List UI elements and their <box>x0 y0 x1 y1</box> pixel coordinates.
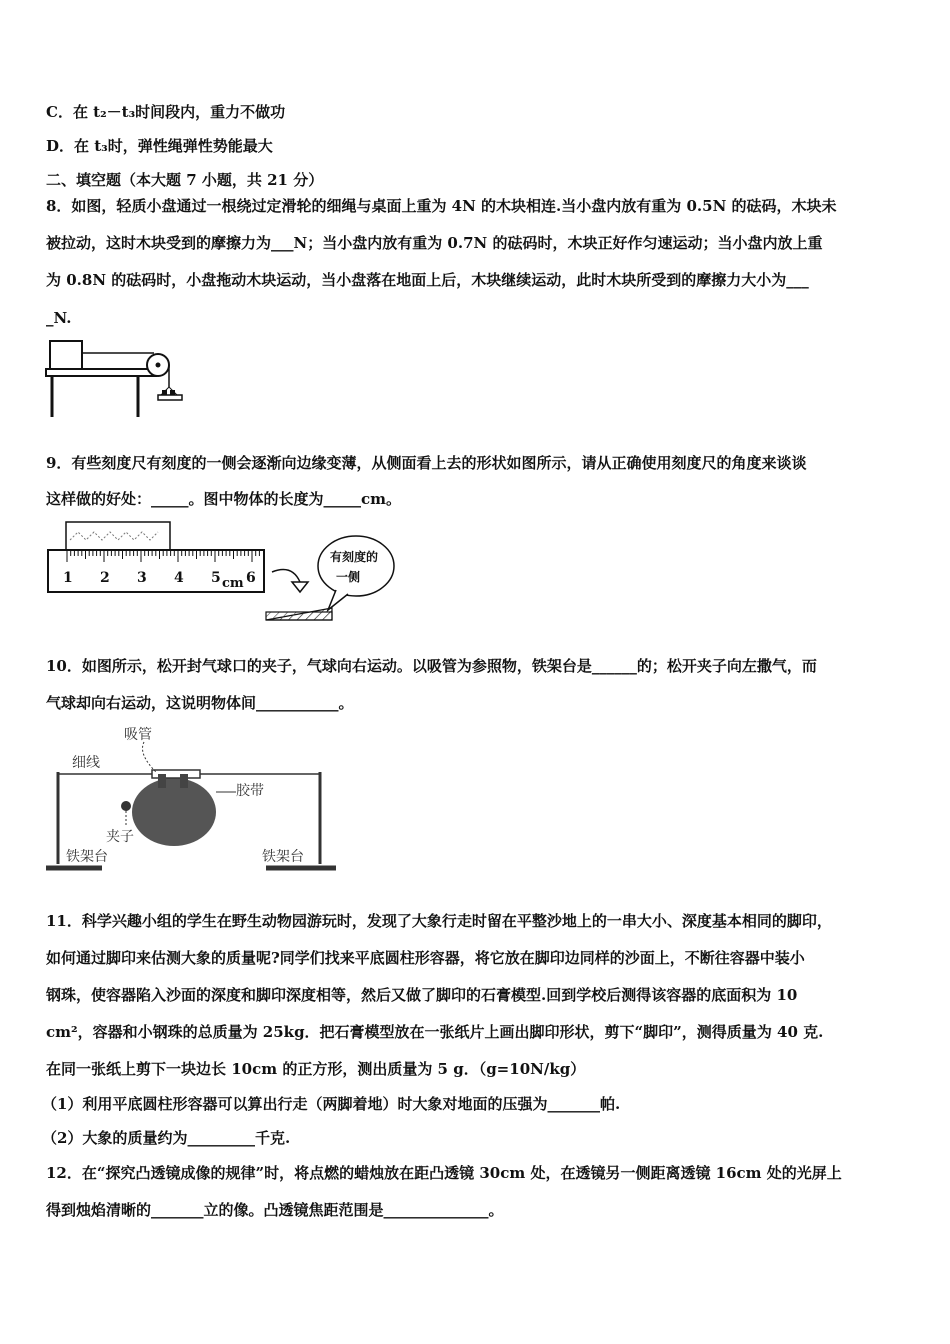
q8-line-2: 被拉动，这时木块受到的摩擦力为___N；当小盘内放有重为 0.7N 的砝码时，木块正好作匀速运动；当小盘内放上重 <box>46 234 823 252</box>
q11-sub-1: （1）利用平底圆柱形容器可以算出行走（两脚着地）时大象对地面的压强为_______帕. <box>42 1095 621 1113</box>
label-tape: 胶带 <box>236 783 264 799</box>
table-top <box>46 369 156 376</box>
q11-sub-2: （2）大象的质量约为_________千克. <box>42 1129 291 1147</box>
q9-line-1: 9．有些刻度尺有刻度的一侧会逐渐向边缘变薄，从侧面看上去的形状如图所示，请从正确使用刻度尺的角度来谈谈 <box>46 454 807 472</box>
q9-line-2: 这样做的好处：_____。图中物体的长度为_____cm。 <box>46 490 402 508</box>
option-d: D．在 t₃时，弹性绳弹性势能最大 <box>46 137 273 155</box>
bubble-text-2: 一侧 <box>336 570 361 584</box>
q10-line-1: 10．如图所示，松开封气球口的夹子，气球向右运动。以吸管为参照物，铁架台是______的；松开夹子向左撒气，而 <box>46 657 817 675</box>
speech-bubble <box>318 536 394 596</box>
q8-line-3: 为 0.8N 的砝码时，小盘拖动木块运动，当小盘落在地面上后，木块继续运动，此时木块所受到的摩擦力大小为___ <box>46 271 809 289</box>
balloon <box>132 778 216 846</box>
q11-line-5: 在同一张纸上剪下一块边长 10cm 的正方形，测出质量为 5 g．（g=10N/kg） <box>46 1060 586 1078</box>
label-thread: 细线 <box>72 755 100 771</box>
clip <box>121 801 131 811</box>
section-heading: 二、填空题（本大题 7 小题，共 21 分） <box>46 171 324 189</box>
wood-block <box>50 341 82 369</box>
ruler-unit: cm <box>222 576 244 591</box>
q12-line-2: 得到烛焰清晰的_______立的像。凸透镜焦距范围是______________。 <box>46 1201 504 1219</box>
label-stand-right: 铁架台 <box>262 849 304 865</box>
tick-label-6: 6 <box>246 570 256 586</box>
q10-line-2: 气球却向右运动，这说明物体间___________。 <box>46 694 354 712</box>
q11-line-3: 钢珠，使容器陷入沙面的深度和脚印深度相等，然后又做了脚印的石膏模型.回到学校后测得该容器的底面积为 10 <box>46 986 798 1004</box>
label-clip: 夹子 <box>106 829 134 845</box>
q11-line-2: 如何通过脚印来估测大象的质量呢?同学们找来平底圆柱形容器，将它放在脚印边同样的沙面上，不断往容器中装小 <box>46 949 805 967</box>
q11-line-1: 11．科学兴趣小组的学生在野生动物园游玩时，发现了大象行走时留在平整沙地上的一串大小、深度基本相同的脚印， <box>46 912 832 930</box>
tick-label-3: 3 <box>137 570 147 586</box>
q10-figure <box>40 722 340 874</box>
q12-line-1: 12．在“探究凸透镜成像的规律”时，将点燃的蜡烛放在距凸透镜 30cm 处，在透镜另一侧距离透镜 16cm 处的光屏上 <box>46 1164 842 1182</box>
q9-figure <box>40 520 400 630</box>
weight-pan <box>158 395 182 400</box>
label-straw: 吸管 <box>124 727 152 743</box>
option-c: C．在 t₂－t₃时间段内，重力不做功 <box>46 103 286 121</box>
q8-figure <box>40 335 200 420</box>
q8-line-1: 8．如图，轻质小盘通过一根绕过定滑轮的细绳与桌面上重为 4N 的木块相连.当小盘内放有重为 0.5N 的砝码，木块未 <box>46 197 837 215</box>
label-stand-left: 铁架台 <box>66 849 108 865</box>
tick-label-2: 2 <box>100 570 110 586</box>
tick-label-5: 5 <box>211 570 221 586</box>
tick-label-1: 1 <box>63 570 73 586</box>
q11-line-4: cm²，容器和小钢珠的总质量为 25kg．把石膏模型放在一张纸片上画出脚印形状，剪下“脚印”，测得质量为 40 克. <box>46 1023 824 1041</box>
bubble-text-1: 有刻度的 <box>330 550 379 564</box>
q8-line-4: _N. <box>46 309 72 327</box>
tick-label-4: 4 <box>174 570 184 586</box>
